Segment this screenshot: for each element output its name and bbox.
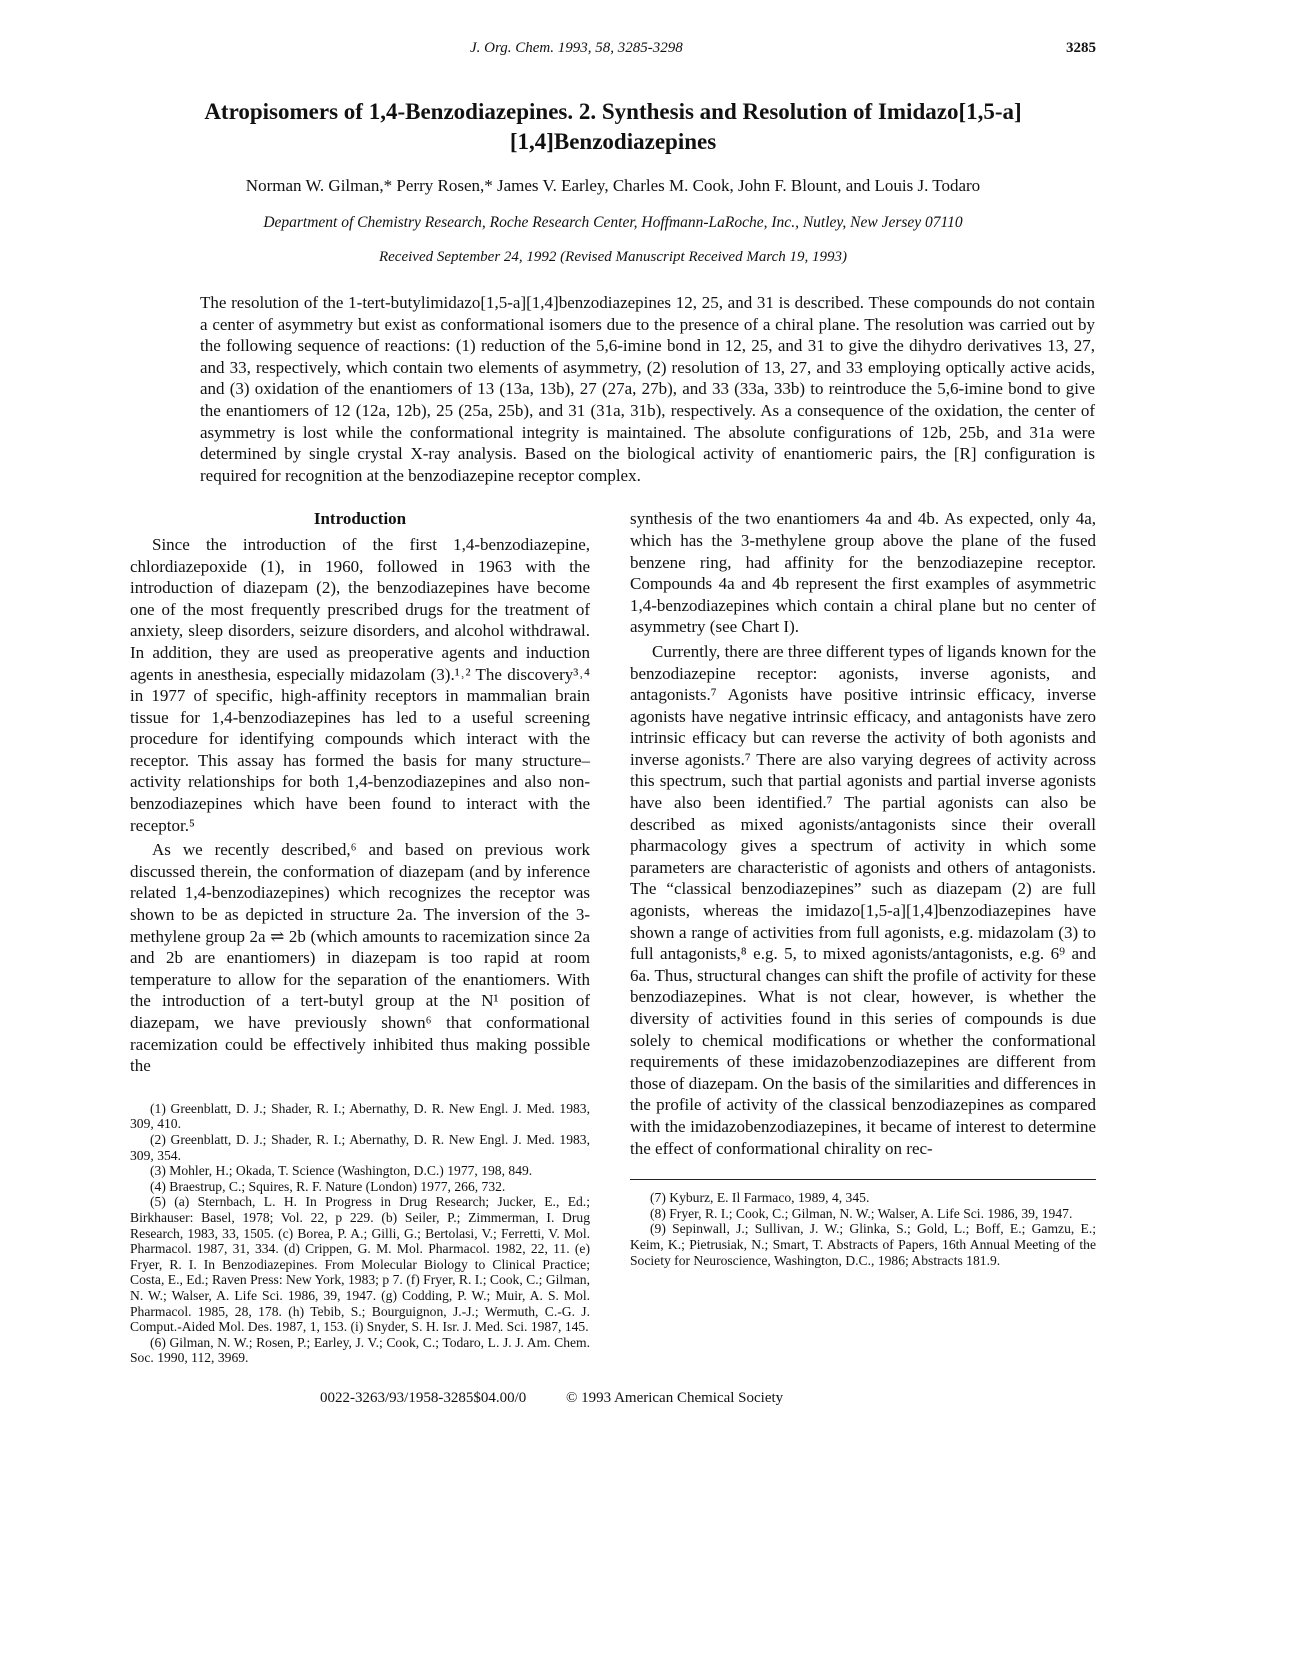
received-dates: Received September 24, 1992 (Revised Manuscript Received March 19, 1993) [378, 249, 848, 265]
footnote: (9) Sepinwall, J.; Sullivan, J. W.; Glinka, S.; Gold, L.; Boff, E.; Gamzu, E.; Keim, K.; Pietrusiak, N.; Smart, T. Abstracts of Papers, 16th Annual Meeting of the Society for Neuroscience, Washington, D.C., 1986; Abstracts 181.9. [630, 1221, 1096, 1268]
running-header: J. Org. Chem. 1993, 58, 3285-3298 [470, 40, 683, 56]
body-columns [130, 508, 1096, 1366]
authors: Norman W. Gilman,* Perry Rosen,* James V. Earley, Charles M. Cook, John F. Blount, and Louis J. Todaro [245, 176, 981, 195]
right-column [630, 508, 1096, 1159]
footnote: (3) Mohler, H.; Okada, T. Science (Washington, D.C.) 1977, 198, 849. [150, 1163, 533, 1179]
footnote: (8) Fryer, R. I.; Cook, C.; Gilman, N. W.; Walser, A. Life Sci. 1986, 39, 1947. [650, 1205, 1073, 1221]
paper-title: Atropisomers of 1,4-Benzodiazepines. 2. Synthesis and Resolution of Imidazo[1,5-a][1,4]Benzodiazepines [204, 99, 1022, 154]
left-column [130, 508, 590, 1076]
abstract: The resolution of the 1-tert-butylimidazo[1,5-a][1,4]benzodiazepines 12, 25, and 31 is described. These compounds do not contain a center of asymmetry but exist as conformational isomers due to the presence of a chiral plane. The resolution was carried out by the following sequence of reactions: (1) reduction of the 5,6-imine bond in 12, 25, and 31 to give the dihydro derivatives 13, 27, and 33, respectively, which contain two elements of asymmetry, (2) resolution of 13, 27, and 33 employing optically active acids, and (3) oxidation of the enantiomers of 13 (13a, 13b), 27 (27a, 27b), and 33 (33a, 33b) to reintroduce the 5,6-imine bond to give the enantiomers of 12 (12a, 12b), 25 (25a, 25b), and 31 (31a, 31b), respectively. As a consequence of the oxidation, the center of asymmetry is lost while the conformational integrity is maintained. The absolute configurations of 12b, 25b, and 31a were determined by single crystal X-ray analysis. Based on the biological activity of enantiomeric pairs, the [R] configuration is required for recognition at the benzodiazepine receptor complex. [200, 293, 1095, 485]
paragraph: As we recently described,⁶ and based on previous work discussed therein, the conformation of diazepam (and by inference related 1,4-benzodiazepines) which recognizes the receptor was shown to be as depicted in structure 2a. The inversion of the 3-methylene group 2a ⇌ 2b (which amounts to racemization since 2a and 2b are enantiomers) in diazepam is too rapid at room temperature to allow for the separation of the enantiomers. With the introduction of a tert-butyl group at the N¹ position of diazepam, we have previously shown⁶ that conformational racemization could be effectively inhibited thus making possible the [130, 840, 590, 1076]
copyright: © 1993 American Chemical Society [566, 1389, 784, 1406]
page-number: 3285 [1066, 40, 1096, 56]
footnote: (1) Greenblatt, D. J.; Shader, R. I.; Abernathy, D. R. New Engl. J. Med. 1983, 309, 410. [130, 1100, 590, 1132]
page-footer [320, 1390, 1096, 1407]
footnote-divider [630, 1179, 1096, 1180]
paragraph: synthesis of the two enantiomers 4a and 4b. As expected, only 4a, which has the 3-methylene group above the plane of the fused benzene ring, had affinity for the benzodiazepine receptor. Compounds 4a and 4b represent the first examples of asymmetric 1,4-benzodiazepines which contain a chiral plane but no center of asymmetry (see Chart I). [630, 509, 1096, 637]
paragraph: Currently, there are three different types of ligands known for the benzodiazepine receptor: agonists, inverse agonists, and antagonists.⁷ Agonists have positive intrinsic efficacy, inverse agonists have negative intrinsic efficacy, and antagonists have zero intrinsic efficacy but can reverse the activity of both agonists and inverse agonists.⁷ There are also varying degrees of activity across this spectrum, such that partial agonists and partial inverse agonists have also been identified.⁷ The partial agonists can also be described as mixed agonists/antagonists since their overall pharmacology gives a spectrum of activity in which some parameters are characteristic of agonists and others of antagonists. The “classical benzodiazepines” such as diazepam (2) are full agonists, whereas the imidazo[1,5-a][1,4]benzodiazepines have shown a range of activities from full agonists, e.g. midazolam (3) to full antagonists,⁸ e.g. 5, to mixed agonists/antagonists, e.g. 6⁹ and 6a. Thus, structural changes can shift the profile of activity for these benzodiazepines. What is not clear, however, is whether the diversity of activities found in this series of compounds is due solely to chemical modifications or whether the conformational requirements of these imidazobenzodiazepines are different from those of diazepam. On the basis of the similarities and differences in the profile of activity of the classical benzodiazepines as compared with the imidazobenzodiazepines, it became of interest to determine the effect of conformational chirality on rec- [630, 641, 1096, 1158]
footnote: (2) Greenblatt, D. J.; Shader, R. I.; Abernathy, D. R. New Engl. J. Med. 1983, 309, 354. [130, 1131, 590, 1163]
footnote: (4) Braestrup, C.; Squires, R. F. Nature (London) 1977, 266, 732. [150, 1178, 506, 1194]
header-row [130, 40, 1096, 57]
footnote: (7) Kyburz, E. Il Farmaco, 1989, 4, 345. [650, 1190, 870, 1206]
footnotes-left [130, 1101, 590, 1366]
paragraph: Since the introduction of the first 1,4-benzodiazepine, chlordiazepoxide (1), in 1960, followed in 1963 with the introduction of diazepam (2), the benzodiazepines have become one of the most frequently prescribed drugs for the treatment of anxiety, sleep disorders, seizure disorders, and alcohol withdrawal. In addition, they are used as preoperative agents and induction agents in anesthesia, especially midazolam (3).¹˒² The discovery³˒⁴ in 1977 of specific, high-affinity receptors in mammalian brain tissue for 1,4-benzodiazepines has led to a useful screening procedure for identifying compounds which interact with the receptor. This assay has formed the basis for many structure–activity relationships for both 1,4-benzodiazepines and also non-benzodiazepines which have been found to interact with the receptor.⁵ [130, 534, 590, 835]
affiliation: Department of Chemistry Research, Roche Research Center, Hoffmann-LaRoche, Inc., Nutley, New Jersey 07110 [263, 214, 963, 231]
footnotes-right [630, 1190, 1096, 1268]
left-column-wrap [130, 508, 590, 1366]
article-code: 0022-3263/93/1958-3285$04.00/0 [320, 1389, 527, 1406]
section-heading-introduction: Introduction [313, 509, 407, 529]
footnote: (5) (a) Sternbach, L. H. In Progress in Drug Research; Jucker, E., Ed.; Birkhauser: Basel, 1978; Vol. 22, p 229. (b) Seiler, P.; Zimmerman, I. Drug Research, 1983, 33, 1505. (c) Borea, P. A.; Gilli, G.; Bertolasi, V.; Ferretti, V. Mol. Pharmacol. 1987, 31, 334. (d) Crippen, G. M. Mol. Pharmacol. 1982, 22, 11. (e) Fryer, R. I. In Benzodiazepines. From Molecular Biology to Clinical Practice; Costa, E., Ed.; Raven Press: New York, 1983; p 7. (f) Fryer, R. I.; Cook, C.; Gilman, N. W.; Walser, A. Life Sci. 1986, 39, 1947. (g) Codding, P. W.; Muir, A. S. Mol. Pharmacol. 1985, 28, 178. (h) Tebib, S.; Bourguignon, J.-J.; Wermuth, C.-G. J. Comput.-Aided Mol. Des. 1987, 1, 153. (i) Snyder, S. H. Isr. J. Med. Sci. 1987, 145. [130, 1194, 590, 1335]
right-column-wrap [630, 508, 1096, 1366]
footnote: (6) Gilman, N. W.; Rosen, P.; Earley, J. V.; Cook, C.; Todaro, L. J. J. Am. Chem. Soc. 1990, 112, 3969. [130, 1334, 590, 1366]
